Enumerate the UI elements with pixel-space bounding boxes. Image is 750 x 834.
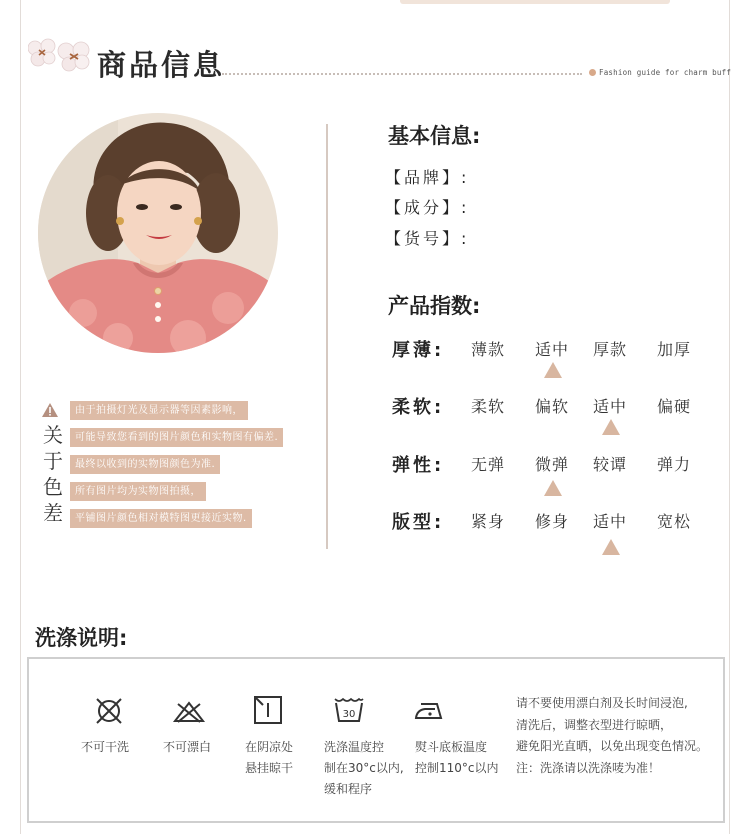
- index-label-thickness: 厚薄:: [392, 340, 445, 361]
- index-option: 修身: [535, 512, 570, 531]
- model-portrait: [38, 113, 278, 353]
- index-option: 紧身: [471, 512, 506, 531]
- info-row-material: 【成分】:: [385, 198, 470, 217]
- iron-low-icon: [413, 700, 445, 722]
- top-decor-bar: [400, 0, 670, 4]
- color-note-line: 由于拍摄灯光及显示器等因素影响，: [70, 401, 248, 420]
- color-note-line: 可能导致您看到的图片颜色和实物图有偏差.: [70, 428, 283, 447]
- washing-notes: 请不要使用漂白剂及长时间浸泡, 清洗后，调整衣型进行晾晒， 避免阳光直晒，以免出现变色情况。 注：洗涤请以洗涤唛为准！: [516, 696, 709, 775]
- section-title: 商品信息: [97, 48, 226, 82]
- index-label-elasticity: 弹性:: [392, 455, 445, 476]
- wash-caption-no-bleach: 不可漂白: [163, 740, 212, 754]
- title-divider: [222, 73, 582, 75]
- index-option: 薄款: [471, 340, 506, 359]
- no-dry-clean-icon: [94, 697, 124, 725]
- wash-caption-iron: 熨斗底板温度 控制110°c以内: [415, 740, 499, 775]
- wash-caption-no-dry-clean: 不可干洗: [81, 740, 130, 754]
- wash-caption-wash-temp: 洗涤温度控 制在30°c以内, 缓和程序: [324, 740, 404, 796]
- selection-marker-icon: [602, 419, 620, 435]
- color-note-line: 所有图片均为实物图拍摄，: [70, 482, 206, 501]
- color-note-line: 最终以收到的实物图颜色为准.: [70, 455, 220, 474]
- vertical-divider: [326, 124, 328, 549]
- selection-marker-icon: [544, 362, 562, 378]
- fashion-subtitle: Fashion guide for charm buff: [599, 68, 732, 77]
- line-dry-shade-icon: [253, 695, 283, 725]
- selection-marker-icon: [544, 480, 562, 496]
- info-row-item-number: 【货号】:: [385, 229, 470, 248]
- warning-icon: [41, 402, 59, 418]
- index-option: 适中: [593, 397, 628, 416]
- index-option: 柔软: [471, 397, 506, 416]
- index-option: 无弹: [471, 455, 506, 474]
- index-option: 弹力: [657, 455, 692, 474]
- left-border-line: [20, 0, 21, 834]
- color-note-line: 平铺图片颜色相对模特图更接近实物.: [70, 509, 252, 528]
- cotton-flower-icon: [28, 36, 98, 72]
- product-index-heading: 产品指数:: [388, 294, 481, 318]
- bullet-dot-icon: [589, 69, 596, 76]
- right-border-line: [729, 0, 730, 834]
- index-label-softness: 柔软:: [392, 397, 445, 418]
- index-option: 适中: [535, 340, 570, 359]
- basic-info-heading: 基本信息:: [388, 124, 481, 148]
- wash-30-icon: [333, 695, 365, 723]
- index-option: 加厚: [657, 340, 692, 359]
- index-option: 偏软: [535, 397, 570, 416]
- selection-marker-icon: [602, 539, 620, 555]
- wash-temp-label: 30: [342, 709, 356, 720]
- index-option: 较谭: [593, 455, 628, 474]
- index-option: 适中: [593, 512, 628, 531]
- index-label-fit: 版型:: [392, 512, 445, 533]
- info-row-brand: 【品牌】:: [385, 168, 470, 187]
- color-difference-label: 关 于 色 差: [43, 423, 63, 525]
- washing-heading: 洗涤说明:: [35, 626, 128, 650]
- index-option: 偏硬: [657, 397, 692, 416]
- index-option: 宽松: [657, 512, 692, 531]
- index-option: 厚款: [593, 340, 628, 359]
- index-option: 微弹: [535, 455, 570, 474]
- no-bleach-icon: [172, 700, 206, 724]
- wash-caption-line-dry: 在阴凉处 悬挂晾干: [245, 740, 294, 775]
